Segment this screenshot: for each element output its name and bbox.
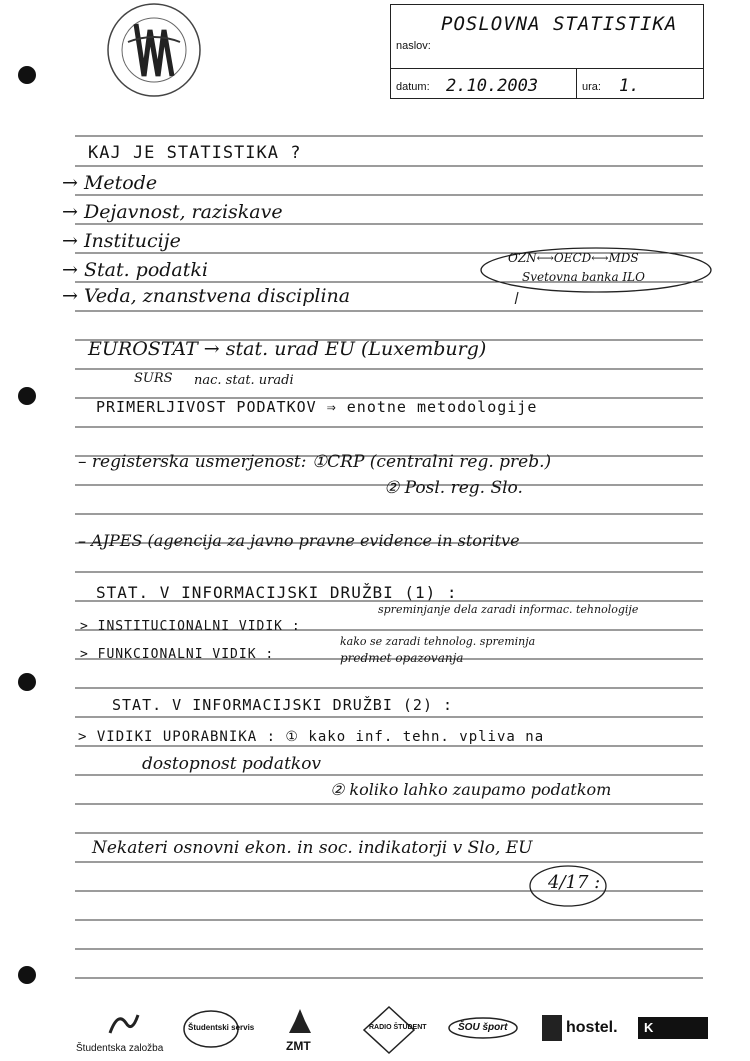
orgs-line-1: OZN⟷OECD⟷MDS bbox=[508, 251, 639, 265]
stat-inf-druzbi-1: STAT. V INFORMACIJSKI DRUŽBI (1) : bbox=[96, 583, 458, 602]
datum-value: 2.10.2003 bbox=[446, 76, 539, 96]
orgs-line-2: Svetovna banka ILO bbox=[522, 270, 645, 284]
binder-hole-lower-middle bbox=[18, 673, 36, 691]
studentska-zalozba-logo bbox=[74, 1005, 170, 1055]
international-orgs-annotation bbox=[478, 246, 714, 304]
sou-hostel-logo bbox=[542, 1005, 622, 1055]
list-item-metode: → Metode bbox=[62, 172, 158, 194]
posl-reg-line: ② Posl. reg. Slo. bbox=[384, 478, 523, 498]
funkcionalni-note-2: predmet opazovanja bbox=[340, 651, 464, 665]
studentski-servis-text: Študentski servis bbox=[188, 1023, 255, 1032]
list-item-dejavnost: → Dejavnost, raziskave bbox=[62, 201, 283, 223]
datum-label: datum: bbox=[396, 81, 430, 93]
nac-stat-label: nac. stat. uradi bbox=[194, 373, 294, 388]
institucionalni-note: spreminjanje dela zaradi informac. tehnologije bbox=[378, 603, 639, 616]
nekateri-line: Nekateri osnovni ekon. in soc. indikatorji v Slo, EU bbox=[92, 838, 533, 858]
k-logo-text: K bbox=[644, 1020, 654, 1035]
surs-label: SURS bbox=[134, 371, 173, 386]
stat-inf-druzbi-2: STAT. V INFORMACIJSKI DRUŽBI (2) : bbox=[112, 696, 454, 714]
registerska-line: – registerska usmerjenost: ①CRP (centralni reg. preb.) bbox=[78, 452, 552, 472]
zmt-text: ZMT bbox=[286, 1039, 311, 1053]
list-item-veda: → Veda, znanstvena disciplina bbox=[62, 285, 351, 307]
koliko-line: ② koliko lahko zaupamo podatkom bbox=[330, 780, 612, 799]
sponsor-footer bbox=[70, 1003, 720, 1058]
institucionalni-vidik: > INSTITUCIONALNI VIDIK : bbox=[80, 619, 301, 634]
eurostat-line: EUROSTAT → stat. urad EU (Luxemburg) bbox=[88, 338, 487, 360]
funkcionalni-note-1: kako se zaradi tehnolog. spreminja bbox=[340, 635, 536, 648]
funkcionalni-vidik: > FUNKCIONALNI VIDIK : bbox=[80, 647, 275, 662]
hostel-text: hostel. bbox=[566, 1019, 618, 1036]
list-item-institucije: → Institucije bbox=[62, 230, 181, 252]
sou-sport-text: ŠOU šport bbox=[458, 1022, 508, 1033]
binder-hole-bottom bbox=[18, 966, 36, 984]
ura-value: 1. bbox=[619, 76, 640, 96]
radio-student-text: RADIO ŠTUDENT bbox=[369, 1024, 427, 1031]
binder-hole-top bbox=[18, 66, 36, 84]
binder-hole-upper-middle bbox=[18, 387, 36, 405]
sou-sport-logo bbox=[448, 1005, 520, 1055]
vidiki-uporabnika: > VIDIKI UPORABNIKA : ① kako inf. tehn. vpliva na bbox=[78, 729, 545, 745]
course-title: POSLOVNA STATISTIKA bbox=[441, 13, 678, 35]
naslov-label: naslov: bbox=[396, 40, 431, 52]
ajpes-line: – AJPES (agencija za javno pravne evidence in storitve bbox=[78, 531, 520, 550]
ura-label: ura: bbox=[582, 81, 601, 93]
dostopnost-line: dostopnost podatkov bbox=[142, 754, 322, 774]
studentska-zalozba-text: Študentska založba bbox=[76, 1043, 164, 1054]
radio-student-logo bbox=[360, 1005, 427, 1055]
page-reference-circle bbox=[528, 862, 620, 908]
heading-kaj-je-statistika: KAJ JE STATISTIKA ? bbox=[88, 143, 302, 163]
page-reference: 4/17 : bbox=[548, 872, 601, 893]
primerljivost-line: PRIMERLJIVOST PODATKOV ⇒ enotne metodologije bbox=[96, 398, 538, 416]
k-logo bbox=[638, 1005, 714, 1055]
sou-block-icon bbox=[542, 1015, 562, 1041]
zmt-logo bbox=[278, 1005, 322, 1055]
studentski-servis-logo bbox=[182, 1005, 255, 1055]
list-item-stat-podatki: → Stat. podatki bbox=[62, 259, 208, 281]
